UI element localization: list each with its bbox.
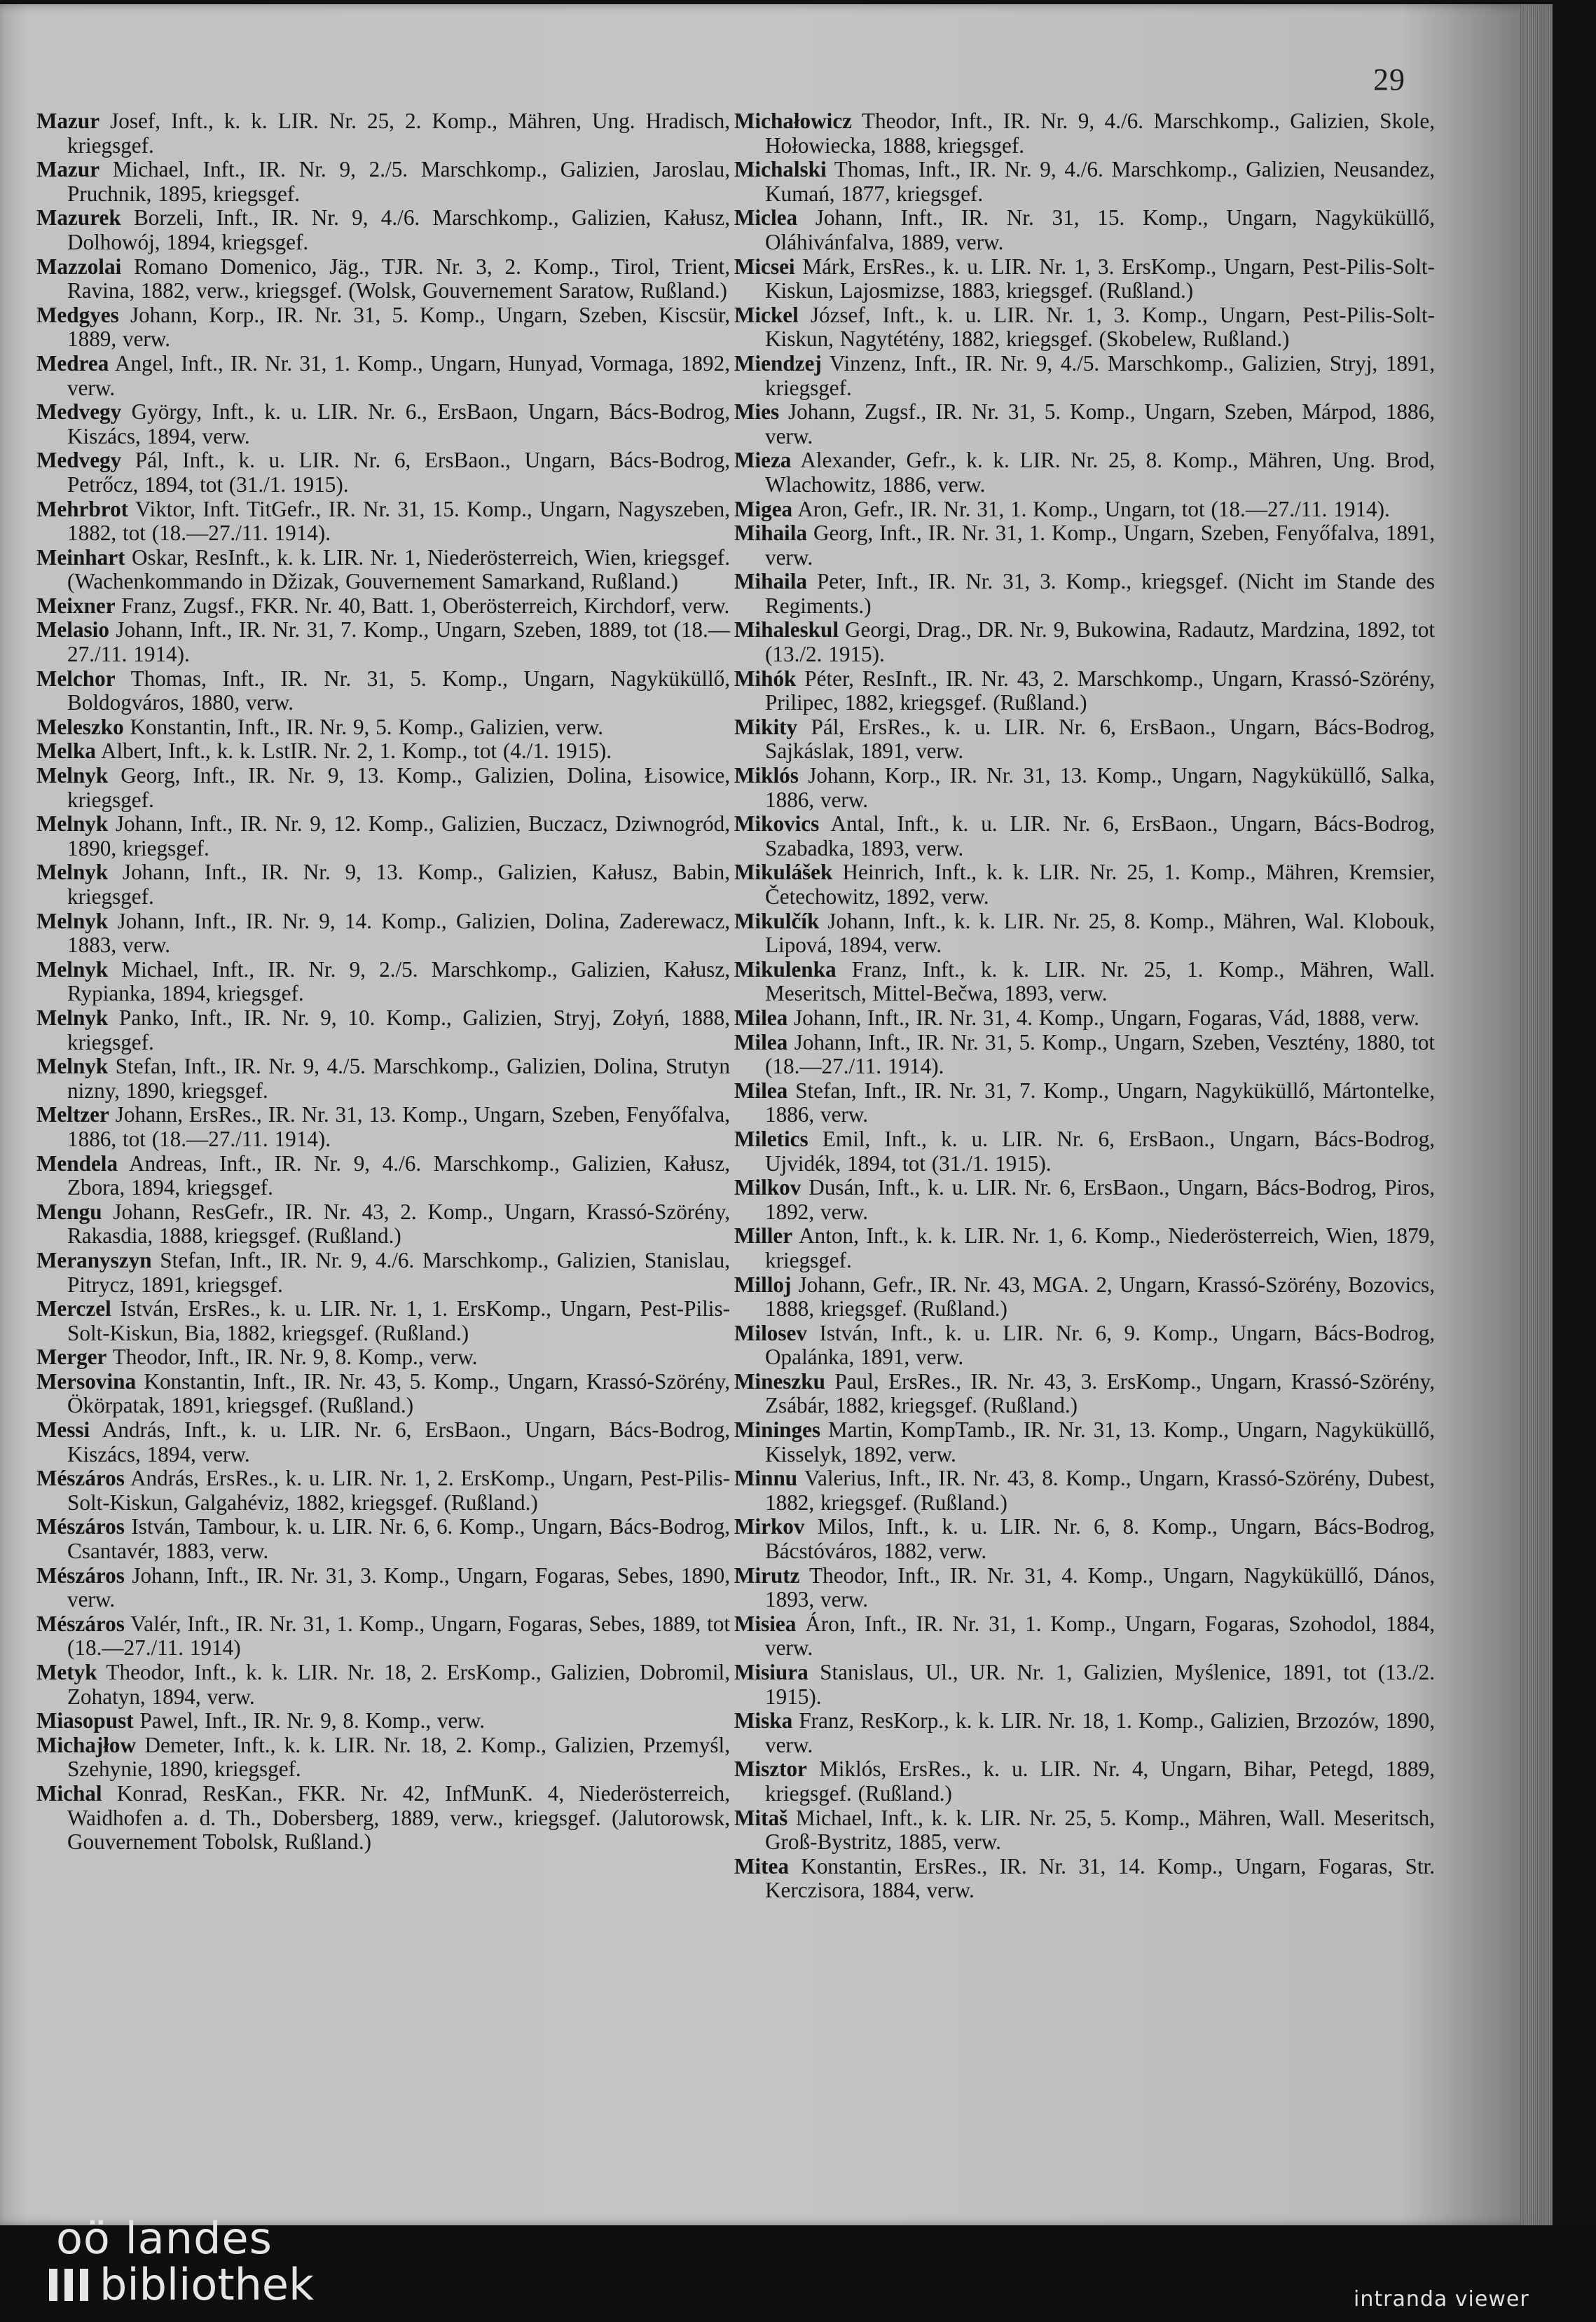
entry-surname: Meinhart bbox=[36, 544, 125, 570]
entry-surname: Mikulenka bbox=[734, 956, 837, 982]
entry-surname: Misiea bbox=[734, 1611, 797, 1636]
register-entry bbox=[36, 255, 730, 303]
register-entry bbox=[36, 546, 730, 594]
entry-details: Johann, Inft., IR. Nr. 31, 15. Komp., Ungarn, Nagyküküllő, Oláhivánfalva, 1889, verw. bbox=[765, 205, 1435, 254]
register-entry bbox=[734, 1031, 1435, 1079]
register-entry bbox=[734, 909, 1435, 958]
entry-details: Stefan, Inft., IR. Nr. 9, 4./5. Marschkomp., Galizien, Dolina, Strutyn nizny, 1890, kriegsgef. bbox=[67, 1054, 730, 1103]
entry-details: Georgi, Drag., DR. Nr. 9, Bukowina, Radautz, Mardzina, 1892, tot (13./2. 1915). bbox=[765, 617, 1435, 667]
register-entry bbox=[36, 1297, 730, 1345]
entry-details: Theodor, Inft., IR. Nr. 9, 4./6. Marschkomp., Galizien, Skole, Hołowiecka, 1888, kriegsgef. bbox=[765, 109, 1435, 158]
register-entry bbox=[734, 1006, 1435, 1031]
entry-details: Johann, Inft., IR. Nr. 9, 14. Komp., Galizien, Dolina, Zaderewacz, 1883, verw. bbox=[67, 908, 730, 958]
register-entry bbox=[36, 812, 730, 860]
entry-surname: Migea bbox=[734, 496, 793, 521]
register-entry bbox=[734, 1370, 1435, 1418]
entry-surname: Mikovics bbox=[734, 811, 820, 837]
entry-details: Johann, Inft., k. k. LIR. Nr. 25, 8. Komp., Mähren, Wal. Klobouk, Lipová, 1894, verw. bbox=[765, 908, 1435, 958]
entry-surname: Melka bbox=[36, 738, 96, 764]
entry-details: Anton, Inft., k. k. LIR. Nr. 1, 6. Komp., Niederösterreich, Wien, 1879, kriegsgef. bbox=[765, 1223, 1435, 1272]
entry-surname: Messi bbox=[36, 1417, 90, 1443]
entry-details: Johann, Korp., IR. Nr. 31, 13. Komp., Ungarn, Nagyküküllő, Salka, 1886, verw. bbox=[765, 763, 1435, 812]
register-entry bbox=[36, 1152, 730, 1200]
entry-surname: Mitea bbox=[734, 1853, 789, 1878]
entry-details: Konstantin, Inft., IR. Nr. 9, 5. Komp., Galizien, verw. bbox=[123, 714, 604, 739]
scanned-page bbox=[0, 4, 1553, 2225]
entry-surname: Medrea bbox=[36, 350, 109, 376]
entry-surname: Michajłow bbox=[36, 1732, 137, 1757]
register-entry bbox=[734, 715, 1435, 764]
entry-details: Michael, Inft., IR. Nr. 9, 2./5. Marschkomp., Galizien, Kałusz, Rypianka, 1894, kriegsgef. bbox=[67, 956, 730, 1006]
logo-line2: bibliothek bbox=[99, 2259, 314, 2310]
register-entry bbox=[36, 1249, 730, 1297]
register-entry bbox=[36, 1515, 730, 1563]
register-entry bbox=[734, 618, 1435, 666]
entry-surname: Milea bbox=[734, 1078, 788, 1103]
page-number: 29 bbox=[1373, 62, 1405, 97]
entry-surname: Meleszko bbox=[36, 714, 124, 739]
entry-details: Pál, Inft., k. u. LIR. Nr. 6, ErsBaon., Ungarn, Bács-Bodrog, Petrőcz, 1894, tot (31./1. 1915). bbox=[67, 448, 730, 497]
entry-details: Franz, Inft., k. k. LIR. Nr. 25, 1. Komp., Mähren, Wall. Meseritsch, Mittel-Bečwa, 1893, verw. bbox=[765, 956, 1435, 1006]
entry-details: Michael, Inft., IR. Nr. 9, 2./5. Marschkomp., Galizien, Jaroslau, Pruchnik, 1895, kriegsgef. bbox=[67, 157, 730, 206]
register-entry bbox=[734, 1418, 1435, 1466]
entry-details: Heinrich, Inft., k. k. LIR. Nr. 25, 1. Komp., Mähren, Kremsier, Četechowitz, 1892, verw. bbox=[765, 860, 1435, 909]
entry-details: András, Inft., k. u. LIR. Nr. 6, ErsBaon., Ungarn, Bács-Bodrog, Kiszács, 1894, verw. bbox=[67, 1417, 730, 1466]
entry-details: Áron, Inft., IR. Nr. 31, 1. Komp., Ungarn, Fogaras, Szohodol, 1884, verw. bbox=[765, 1611, 1435, 1661]
entry-surname: Milea bbox=[734, 1029, 788, 1054]
register-entry bbox=[36, 1661, 730, 1709]
entry-details: Valerius, Inft., IR. Nr. 43, 8. Komp., Ungarn, Krassó-Szörény, Dubest, 1882, kriegsgef. (Rußland.) bbox=[765, 1466, 1435, 1515]
entry-surname: Melchor bbox=[36, 666, 116, 691]
entry-details: Valér, Inft., IR. Nr. 31, 1. Komp., Ungarn, Fogaras, Sebes, 1889, tot (18.—27./11. 1914) bbox=[67, 1611, 730, 1661]
register-entry bbox=[36, 594, 730, 619]
register-entry bbox=[734, 1757, 1435, 1806]
viewer-brand-label[interactable]: intranda viewer bbox=[1354, 2287, 1529, 2311]
entry-surname: Mickel bbox=[734, 302, 799, 327]
entry-details: Johann, Inft., IR. Nr. 31, 3. Komp., Ungarn, Fogaras, Sebes, 1890, verw. bbox=[67, 1562, 730, 1612]
entry-surname: Mazzolai bbox=[36, 254, 122, 279]
entry-details: Pál, ErsRes., k. u. LIR. Nr. 6, ErsBaon., Ungarn, Bács-Bodrog, Sajkáslak, 1891, verw. bbox=[765, 714, 1435, 764]
entry-surname: Meixner bbox=[36, 593, 116, 618]
register-entry bbox=[36, 739, 730, 764]
entry-details: Johann, Inft., IR. Nr. 31, 5. Komp., Ungarn, Szeben, Vesztény, 1880, tot (18.—27./11. 1914). bbox=[765, 1029, 1435, 1079]
entry-details: Johann, Inft., IR. Nr. 31, 4. Komp., Ungarn, Fogaras, Vád, 1888, verw. bbox=[787, 1005, 1419, 1030]
register-entry bbox=[734, 255, 1435, 303]
entry-surname: Meltzer bbox=[36, 1102, 109, 1127]
entry-details: Borzeli, Inft., IR. Nr. 9, 4./6. Marschkomp., Galizien, Kałusz, Dolhowój, 1894, kriegsgef. bbox=[67, 205, 730, 254]
entry-surname: Michalski bbox=[734, 157, 827, 182]
entry-surname: Mendela bbox=[36, 1150, 118, 1176]
register-entry bbox=[734, 570, 1435, 618]
register-entry bbox=[36, 1709, 730, 1733]
entry-details: Theodor, Inft., IR. Nr. 31, 4. Komp., Ungarn, Nagyküküllő, Dános, 1893, verw. bbox=[765, 1562, 1435, 1612]
register-entry bbox=[734, 158, 1435, 206]
entry-surname: Mészáros bbox=[36, 1611, 125, 1636]
entry-surname: Mazur bbox=[36, 109, 100, 133]
entry-surname: Melnyk bbox=[36, 1054, 109, 1079]
register-entry bbox=[36, 400, 730, 448]
entry-surname: Mészáros bbox=[36, 1514, 125, 1539]
entry-details: István, ErsRes., k. u. LIR. Nr. 1, 1. ErsKomp., Ungarn, Pest-Pilis-Solt-Kiskun, Bia, 1882, kriegsgef. (Rußland.) bbox=[67, 1296, 730, 1345]
entry-surname: Mehrbrot bbox=[36, 496, 129, 521]
entry-surname: Melnyk bbox=[36, 908, 109, 933]
register-entry bbox=[36, 1466, 730, 1515]
entry-surname: Mazurek bbox=[36, 205, 121, 231]
entry-details: Andreas, Inft., IR. Nr. 9, 4./6. Marschkomp., Galizien, Kałusz, Zbora, 1894, kriegsgef. bbox=[67, 1150, 730, 1200]
entry-surname: Micsei bbox=[734, 254, 795, 279]
entry-details: Pawel, Inft., IR. Nr. 9, 8. Komp., verw. bbox=[133, 1708, 486, 1733]
entry-surname: Mirkov bbox=[734, 1514, 805, 1539]
entry-surname: Mészáros bbox=[36, 1562, 125, 1588]
entry-details: István, Tambour, k. u. LIR. Nr. 6, 6. Komp., Ungarn, Bács-Bodrog, Csantavér, 1883, verw. bbox=[67, 1514, 730, 1564]
entry-surname: Melnyk bbox=[36, 1005, 109, 1030]
entry-surname: Medvegy bbox=[36, 399, 122, 425]
entry-details: Martin, KompTamb., IR. Nr. 31, 13. Komp., Ungarn, Nagyküküllő, Kisselyk, 1892, verw. bbox=[765, 1417, 1435, 1466]
entry-details: Aron, Gefr., IR. Nr. 31, 1. Komp., Ungarn, tot (18.—27./11. 1914). bbox=[792, 496, 1390, 521]
entry-details: Paul, ErsRes., IR. Nr. 43, 3. ErsKomp., Ungarn, Krassó-Szörény, Zsábár, 1882, kriegsgef. (Rußland.) bbox=[765, 1368, 1435, 1418]
register-entry bbox=[36, 958, 730, 1006]
register-entry bbox=[36, 497, 730, 546]
entry-details: Albert, Inft., k. k. LstIR. Nr. 2, 1. Komp., tot (4./1. 1915). bbox=[95, 738, 612, 764]
entry-surname: Merger bbox=[36, 1345, 107, 1370]
entry-surname: Meranyszyn bbox=[36, 1247, 152, 1272]
entry-details: Johann, ErsRes., IR. Nr. 31, 13. Komp., Ungarn, Szeben, Fenyőfalva, 1886, tot (18.—27./11. 1914). bbox=[67, 1102, 730, 1151]
entry-details: Konstantin, ErsRes., IR. Nr. 31, 14. Komp., Ungarn, Fogaras, Str. Kerczisora, 1884, verw. bbox=[765, 1853, 1435, 1903]
entry-details: Romano Domenico, Jäg., TJR. Nr. 3, 2. Komp., Tirol, Trient, Ravina, 1882, verw., kriegsgef. (Wolsk, Gouvernement Saratow, Rußland.) bbox=[67, 254, 730, 303]
register-entry bbox=[734, 1855, 1435, 1903]
register-entry bbox=[36, 1418, 730, 1466]
entry-details: Josef, Inft., k. k. LIR. Nr. 25, 2. Komp., Mähren, Ung. Hradisch, kriegsgef. bbox=[67, 109, 730, 158]
entry-surname: Miklós bbox=[734, 763, 799, 788]
register-entry bbox=[36, 860, 730, 909]
entry-details: Márk, ErsRes., k. u. LIR. Nr. 1, 3. ErsKomp., Ungarn, Pest-Pilis-Solt-Kiskun, Lajosmizse, 1883, kriegsgef. (Rußland.) bbox=[765, 254, 1435, 303]
entry-details: György, Inft., k. u. LIR. Nr. 6., ErsBaon, Ungarn, Bács-Bodrog, Kiszács, 1894, verw. bbox=[67, 399, 730, 448]
entry-details: Dusán, Inft., k. u. LIR. Nr. 6, ErsBaon., Ungarn, Bács-Bodrog, Piros, 1892, verw. bbox=[765, 1175, 1435, 1224]
register-entry bbox=[36, 1733, 730, 1782]
register-entry bbox=[734, 1709, 1435, 1757]
logo-line1: oö landes bbox=[56, 2213, 273, 2264]
register-entry bbox=[36, 1782, 730, 1855]
register-entry bbox=[36, 1200, 730, 1249]
register-entry bbox=[36, 1006, 730, 1054]
register-entry bbox=[36, 764, 730, 812]
entry-details: Theodor, Inft., k. k. LIR. Nr. 18, 2. ErsKomp., Galizien, Dobromil, Zohatyn, 1894, verw. bbox=[67, 1660, 730, 1709]
register-entry bbox=[36, 109, 730, 158]
register-entry bbox=[734, 1321, 1435, 1370]
entry-surname: Metyk bbox=[36, 1660, 97, 1684]
entry-surname: Milea bbox=[734, 1005, 788, 1030]
entry-surname: Misiura bbox=[734, 1660, 809, 1684]
register-entry bbox=[734, 109, 1435, 158]
entry-details: Franz, ResKorp., k. k. LIR. Nr. 18, 1. Komp., Galizien, Brzozów, 1890, verw. bbox=[765, 1708, 1435, 1757]
entry-details: Emil, Inft., k. u. LIR. Nr. 6, ErsBaon., Ungarn, Bács-Bodrog, Ujvidék, 1894, tot (31./1. 1915). bbox=[765, 1126, 1435, 1176]
logo-line2-wrap bbox=[49, 2259, 314, 2310]
entry-details: Miklós, ErsRes., k. u. LIR. Nr. 4, Ungarn, Bihar, Petegd, 1889, kriegsgef. (Rußland.) bbox=[765, 1757, 1435, 1806]
entry-details: Theodor, Inft., IR. Nr. 9, 8. Komp., verw. bbox=[106, 1345, 478, 1370]
register-entry bbox=[36, 158, 730, 206]
entry-surname: Melnyk bbox=[36, 860, 109, 885]
entry-surname: Mieza bbox=[734, 448, 792, 473]
register-entry bbox=[734, 521, 1435, 570]
entry-details: István, Inft., k. u. LIR. Nr. 6, 9. Komp., Ungarn, Bács-Bodrog, Opalánka, 1891, verw. bbox=[765, 1320, 1435, 1370]
register-entry bbox=[36, 909, 730, 958]
entry-surname: Mirutz bbox=[734, 1562, 800, 1588]
entry-details: Stefan, Inft., IR. Nr. 31, 7. Komp., Ungarn, Nagyküküllő, Mártontelke, 1886, verw. bbox=[765, 1078, 1435, 1127]
entry-surname: Mazur bbox=[36, 157, 100, 182]
entry-details: Stanislaus, Ul., UR. Nr. 1, Galizien, Myślenice, 1891, tot (13./2. 1915). bbox=[765, 1660, 1435, 1709]
register-entry bbox=[734, 1466, 1435, 1515]
entry-details: Antal, Inft., k. u. LIR. Nr. 6, ErsBaon., Ungarn, Bács-Bodrog, Szabadka, 1893, verw. bbox=[765, 811, 1435, 860]
register-entry bbox=[36, 1103, 730, 1151]
entry-surname: Medvegy bbox=[36, 448, 122, 473]
entry-surname: Mersovina bbox=[36, 1368, 137, 1394]
register-entry bbox=[36, 352, 730, 400]
entry-details: Demeter, Inft., k. k. LIR. Nr. 18, 2. Komp., Galizien, Przemyśl, Szehynie, 1890, kriegsgef. bbox=[67, 1732, 730, 1782]
entry-details: Georg, Inft., IR. Nr. 9, 13. Komp., Galizien, Dolina, Łisowice, kriegsgef. bbox=[67, 763, 730, 812]
register-entry bbox=[734, 667, 1435, 715]
entry-details: Johann, ResGefr., IR. Nr. 43, 2. Komp., Ungarn, Krassó-Szörény, Rakasdia, 1888, kriegsgef. (Rußland.) bbox=[67, 1199, 730, 1249]
entry-surname: Miletics bbox=[734, 1126, 809, 1151]
entry-surname: Mitaš bbox=[734, 1805, 788, 1830]
entry-surname: Miska bbox=[734, 1708, 793, 1733]
entry-details: Michael, Inft., k. k. LIR. Nr. 25, 5. Komp., Mähren, Wall. Meseritsch, Groß-Bystritz, 1885, verw. bbox=[765, 1805, 1435, 1855]
entry-details: Péter, ResInft., IR. Nr. 43, 2. Marschkomp., Ungarn, Krassó-Szörény, Prilipec, 1882, kriegsgef. (Rußland.) bbox=[765, 666, 1435, 715]
register-entry bbox=[734, 206, 1435, 254]
entry-surname: Miclea bbox=[734, 205, 798, 231]
register-entry bbox=[734, 1127, 1435, 1176]
register-entry bbox=[734, 860, 1435, 909]
entry-details: Stefan, Inft., IR. Nr. 9, 4./6. Marschkomp., Galizien, Stanislau, Pitrycz, 1891, kriegsgef. bbox=[67, 1247, 730, 1297]
register-entry bbox=[734, 1079, 1435, 1127]
entry-surname: Mikulášek bbox=[734, 860, 833, 885]
register-entry bbox=[734, 448, 1435, 497]
register-entry bbox=[36, 1564, 730, 1612]
register-entry bbox=[36, 1370, 730, 1418]
entry-surname: Milkov bbox=[734, 1175, 802, 1200]
entry-details: Konstantin, Inft., IR. Nr. 43, 5. Komp., Ungarn, Krassó-Szörény, Ökörpatak, 1891, kriegsgef. (Rußland.) bbox=[67, 1368, 730, 1418]
entry-surname: Miendzej bbox=[734, 350, 822, 376]
register-entry bbox=[734, 303, 1435, 352]
entry-surname: Mies bbox=[734, 399, 780, 425]
register-entry bbox=[36, 303, 730, 352]
entry-surname: Mikity bbox=[734, 714, 798, 739]
register-entry bbox=[36, 618, 730, 666]
entry-details: Thomas, Inft., IR. Nr. 9, 4./6. Marschkomp., Galizien, Neusandez, Kumań, 1877, kriegsgef. bbox=[765, 157, 1435, 206]
entry-details: Vinzenz, Inft., IR. Nr. 9, 4./5. Marschkomp., Galizien, Stryj, 1891, kriegsgef. bbox=[765, 350, 1435, 400]
library-logo[interactable] bbox=[49, 2215, 314, 2308]
entry-details: Johann, Inft., IR. Nr. 31, 7. Komp., Ungarn, Szeben, 1889, tot (18.—27./11. 1914). bbox=[67, 617, 730, 667]
entry-details: Angel, Inft., IR. Nr. 31, 1. Komp., Ungarn, Hunyad, Vormaga, 1892, verw. bbox=[67, 350, 730, 400]
entry-details: Oskar, ResInft., k. k. LIR. Nr. 1, Niederösterreich, Wien, kriegsgef. (Wachenkommando in Džizak, Gouvernement Samarkand, Rußland.) bbox=[67, 544, 730, 594]
register-entry bbox=[734, 1176, 1435, 1224]
entry-details: Peter, Inft., IR. Nr. 31, 3. Komp., kriegsgef. (Nicht im Stande des Regiments.) bbox=[765, 569, 1435, 618]
register-entry bbox=[36, 1345, 730, 1370]
entry-details: Thomas, Inft., IR. Nr. 31, 5. Komp., Ungarn, Nagyküküllő, Boldogváros, 1880, verw. bbox=[67, 666, 730, 715]
entry-details: Alexander, Gefr., k. k. LIR. Nr. 25, 8. Komp., Mähren, Ung. Brod, Wlachowitz, 1886, verw. bbox=[765, 448, 1435, 497]
register-entry bbox=[734, 1273, 1435, 1321]
register-entry bbox=[36, 1054, 730, 1103]
entry-surname: Melnyk bbox=[36, 956, 109, 982]
entry-details: Johann, Inft., IR. Nr. 9, 12. Komp., Galizien, Buczacz, Dziwnogród, 1890, kriegsgef. bbox=[67, 811, 730, 860]
entry-details: Johann, Gefr., IR. Nr. 43, MGA. 2, Ungarn, Krassó-Szörény, Bozovics, 1888, kriegsgef. (Rußland.) bbox=[765, 1272, 1435, 1321]
entry-details: Johann, Inft., IR. Nr. 9, 13. Komp., Galizien, Kałusz, Babin, kriegsgef. bbox=[67, 860, 730, 909]
entry-surname: Mihaila bbox=[734, 569, 807, 594]
entry-surname: Michałowicz bbox=[734, 109, 853, 133]
entry-surname: Melnyk bbox=[36, 811, 109, 837]
entry-surname: Mihaleskul bbox=[734, 617, 839, 643]
register-entry bbox=[36, 667, 730, 715]
entry-details: Johann, Zugsf., IR. Nr. 31, 5. Komp., Ungarn, Szeben, Márpod, 1886, verw. bbox=[765, 399, 1435, 448]
logo-bars-icon bbox=[49, 2269, 94, 2301]
entry-surname: Miasopust bbox=[36, 1708, 134, 1733]
entry-surname: Melasio bbox=[36, 617, 109, 643]
register-entry bbox=[734, 1661, 1435, 1709]
register-entry bbox=[734, 352, 1435, 400]
entry-details: Viktor, Inft. TitGefr., IR. Nr. 31, 15. Komp., Ungarn, Nagyszeben, 1882, tot (18.—27./11. 1914). bbox=[67, 496, 730, 546]
register-entry bbox=[734, 812, 1435, 860]
entry-details: József, Inft., k. u. LIR. Nr. 1, 3. Komp., Ungarn, Pest-Pilis-Solt-Kiskun, Nagytétény, 1882, kriegsgef. (Skobelew, Rußland.) bbox=[765, 302, 1435, 352]
entry-surname: Mihók bbox=[734, 666, 797, 691]
entry-surname: Mineszku bbox=[734, 1368, 825, 1394]
left-column bbox=[36, 109, 730, 1855]
entry-surname: Merczel bbox=[36, 1296, 111, 1321]
register-entry bbox=[36, 715, 730, 740]
entry-surname: Mengu bbox=[36, 1199, 102, 1224]
entry-details: Franz, Zugsf., FKR. Nr. 40, Batt. 1, Oberösterreich, Kirchdorf, verw. bbox=[115, 593, 730, 618]
entry-surname: Melnyk bbox=[36, 763, 109, 788]
entry-details: András, ErsRes., k. u. LIR. Nr. 1, 2. ErsKomp., Ungarn, Pest-Pilis-Solt-Kiskun, Galgahéviz, 1882, kriegsgef. (Rußland.) bbox=[67, 1466, 730, 1515]
register-entry bbox=[734, 400, 1435, 448]
entry-surname: Medgyes bbox=[36, 302, 119, 327]
register-entry bbox=[734, 1515, 1435, 1563]
register-entry bbox=[734, 764, 1435, 812]
entry-surname: Milloj bbox=[734, 1272, 792, 1297]
entry-details: Konrad, ResKan., FKR. Nr. 42, InfMunK. 4, Niederösterreich, Waidhofen a. d. Th., Dobersberg, 1889, verw., kriegsgef. (Jalutorowsk, Gouvernement Tobolsk, Rußland.) bbox=[67, 1780, 730, 1855]
register-entry bbox=[36, 448, 730, 497]
entry-details: Milos, Inft., k. u. LIR. Nr. 6, 8. Komp., Ungarn, Bács-Bodrog, Bácstóváros, 1882, verw. bbox=[765, 1514, 1435, 1564]
entry-surname: Miller bbox=[734, 1223, 793, 1249]
entry-surname: Misztor bbox=[734, 1757, 807, 1782]
register-entry bbox=[734, 1806, 1435, 1855]
register-entry bbox=[734, 1224, 1435, 1272]
entry-surname: Mininges bbox=[734, 1417, 821, 1443]
entry-details: Panko, Inft., IR. Nr. 9, 10. Komp., Galizien, Stryj, Zołyń, 1888, kriegsgef. bbox=[67, 1005, 730, 1054]
register-entry bbox=[734, 1564, 1435, 1612]
right-column bbox=[734, 109, 1435, 1903]
register-entry bbox=[734, 958, 1435, 1006]
entry-surname: Milosev bbox=[734, 1320, 807, 1345]
entry-surname: Michal bbox=[36, 1780, 102, 1806]
page-edges bbox=[1520, 4, 1553, 2225]
entry-details: Johann, Korp., IR. Nr. 31, 5. Komp., Ungarn, Szeben, Kiscsür, 1889, verw. bbox=[67, 302, 730, 352]
register-entry bbox=[734, 497, 1435, 522]
entry-surname: Mihaila bbox=[734, 521, 807, 546]
register-entry bbox=[734, 1612, 1435, 1661]
register-entry bbox=[36, 206, 730, 254]
entry-surname: Minnu bbox=[734, 1466, 798, 1491]
entry-surname: Mészáros bbox=[36, 1466, 125, 1491]
entry-surname: Mikulčík bbox=[734, 908, 820, 933]
register-entry bbox=[36, 1612, 730, 1661]
entry-details: Georg, Inft., IR. Nr. 31, 1. Komp., Ungarn, Szeben, Fenyőfalva, 1891, verw. bbox=[765, 521, 1435, 570]
